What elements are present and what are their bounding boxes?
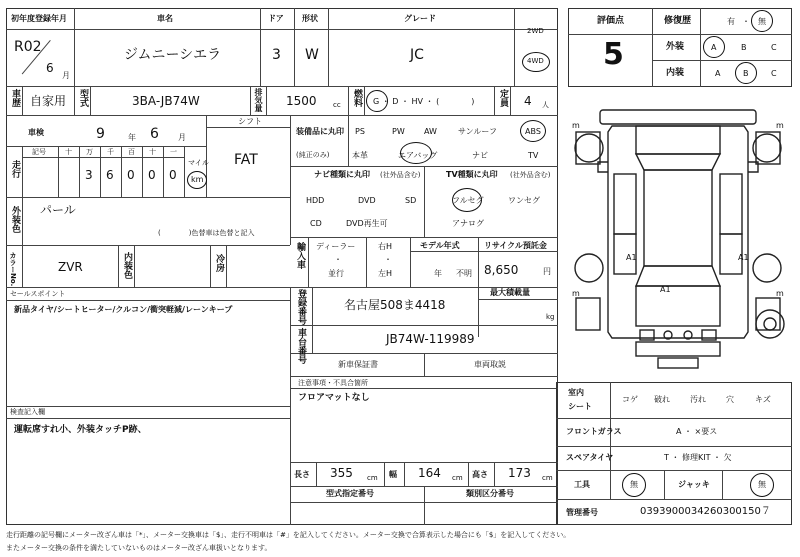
color-no-label: カラーNo. (9, 252, 17, 287)
drive-2wd: 2WD (527, 27, 544, 35)
interior-color-label: 内装色 (122, 252, 132, 279)
capacity-value: 4 (524, 94, 532, 108)
footer-line-1: 走行距離の記号欄にメーター改ざん車は「*」、メーター交換車は「$」、走行不明車は「#」を記入してください。メーター交換で合算表示した場合にも「$」を記入してください。 (6, 531, 571, 539)
mgmt-label: 管理番号 (566, 508, 598, 517)
glass-label: フロントガラス (566, 427, 622, 436)
warranty-label: 新車保証書 (338, 360, 378, 369)
height-value: 173 (508, 466, 531, 480)
score-value: 5 (603, 37, 624, 72)
max-load-unit: kg (546, 313, 555, 321)
spare-value: T ・ 修理KIT ・ 欠 (664, 453, 732, 462)
width-unit: cm (452, 474, 463, 482)
door-value: 3 (272, 47, 281, 63)
svg-text:m: m (776, 289, 784, 298)
equipment-abs: ABS (525, 127, 541, 136)
mileage-digit-4: 0 (148, 168, 156, 182)
inspection-month: 6 (150, 126, 159, 142)
tv-type-label: TV種類に丸印 (446, 170, 498, 179)
tools-value: 無 (630, 480, 638, 489)
seat-label-1: 室内 (568, 388, 584, 397)
mileage-digit-3: 0 (127, 168, 135, 182)
interior-a: A (715, 69, 721, 78)
tv-analog: アナログ (452, 219, 484, 228)
repair-dot: ・ (742, 17, 750, 26)
nav-type-sub: (社外品含む) (380, 171, 421, 179)
displacement-value: 1500 (286, 94, 317, 108)
diagram-mark-a1-right: A1 (738, 253, 749, 262)
tv-fullseg: フルセグ (452, 196, 484, 205)
usage-value: 自家用 (30, 94, 67, 108)
tv-type-sub: (社外品含む) (510, 171, 551, 179)
import-dot: ・ (334, 255, 342, 264)
import-right-h: 右H (378, 242, 393, 251)
exterior-value: パール (40, 203, 76, 217)
inspection-label: 車検 (28, 128, 44, 137)
first-reg-label: 初年度登録年月 (11, 14, 67, 23)
shape-value: W (305, 47, 319, 63)
chassis-label: 車台番号 (296, 328, 306, 364)
inspection-year: 9 (96, 126, 105, 142)
sales-point-label: セールスポイント (10, 290, 66, 298)
import-dealer: ディーラー (316, 242, 356, 251)
model-value: 3BA-JB74W (132, 94, 200, 108)
spare-label: スペアタイヤ (566, 453, 614, 462)
equipment-ps: PS (355, 127, 365, 136)
interior-b: B (743, 69, 749, 78)
type-designation-label: 型式指定番号 (326, 489, 374, 498)
exterior-c: C (771, 43, 777, 52)
nav-dvd-play: DVD再生可 (346, 219, 388, 228)
ac-label: 冷房 (214, 254, 224, 272)
mileage-digit-header-2: 千 (107, 148, 114, 156)
rating-interior-label: 内装 (666, 68, 685, 78)
first-reg-era: R02 (14, 39, 42, 55)
equipment-nav: ナビ (472, 151, 488, 160)
first-reg-month: 6 (46, 61, 54, 75)
notes-label: 注意事項・不具合箇所 (298, 379, 368, 387)
equipment-label: 装備品に丸印 (296, 127, 344, 136)
equipment-sunroof: サンルーフ (458, 127, 497, 136)
seat-tear: 破れ (654, 395, 670, 404)
registration-value: 名古屋508ま4418 (344, 298, 446, 312)
tv-oneseg: ワンセグ (508, 196, 540, 205)
mileage-digit-1: 3 (85, 168, 93, 182)
usage-label: 車歴 (10, 89, 20, 107)
notes-value: フロアマットなし (298, 393, 370, 403)
mileage-digit-header-5: 一 (170, 148, 177, 156)
equipment-pw: PW (392, 127, 405, 136)
model-year-year: 年 (434, 269, 442, 278)
mileage-symbol-label: 記号 (32, 148, 46, 156)
diagram-mark-a1-left: A1 (626, 253, 637, 262)
fuel-options: G ・ D ・ HV ・ ( ) (373, 97, 475, 106)
mileage-unit-km: km (191, 175, 204, 184)
equipment-tv: TV (528, 151, 539, 160)
svg-text:m: m (572, 289, 580, 298)
nav-dvd: DVD (358, 196, 376, 205)
repair-label: 修復歴 (664, 16, 692, 26)
grade-label: グレード (404, 14, 436, 23)
model-label: 型式 (78, 89, 88, 107)
exterior-a: A (711, 43, 717, 52)
door-label: ドア (268, 14, 284, 23)
first-reg-month-unit: 月 (62, 71, 70, 80)
equipment-aw: AW (424, 127, 437, 136)
equipment-sublabel: (純正のみ) (296, 151, 330, 159)
mileage-digit-header-4: 十 (149, 148, 156, 156)
car-name-label: 車名 (157, 14, 173, 23)
inspector-label: 検査記入欄 (10, 408, 45, 416)
seat-hole: 穴 (726, 395, 734, 404)
shift-label: シフト (238, 117, 262, 126)
equipment-leather: 本革 (352, 151, 368, 160)
mileage-digit-5: 0 (169, 168, 177, 182)
diagram-mark-a1-rear: A1 (660, 285, 671, 294)
drive-4wd: 4WD (527, 57, 544, 65)
width-label: 幅 (389, 470, 397, 479)
repair-no: 無 (758, 17, 766, 26)
import-dot-2: ・ (384, 255, 392, 264)
nav-type-label: ナビ種類に丸印 (314, 170, 370, 179)
category-label: 類別区分番号 (466, 489, 514, 498)
rating-exterior-label: 外装 (666, 42, 685, 52)
displacement-unit: cc (333, 101, 341, 109)
exterior-label: 外装色 (10, 206, 20, 233)
seat-stain: 汚れ (690, 395, 706, 404)
manual-label: 車両取説 (474, 360, 506, 369)
height-unit: cm (542, 474, 553, 482)
exterior-note: ( )色替車は色替と記入 (158, 229, 255, 237)
inspector-value: 運転席すれ小、外装タッチP跡、 (14, 425, 147, 435)
import-parallel: 並行 (328, 269, 344, 278)
svg-text:m: m (572, 121, 580, 130)
glass-value: A ・ ×要ス (676, 427, 718, 436)
mgmt-value: 0393900034260300150７ (640, 506, 771, 517)
recycle-value: 8,650 (484, 263, 519, 277)
grade-value: JC (410, 47, 424, 63)
model-year-value: 不明 (456, 269, 472, 278)
tools-label: 工具 (574, 480, 590, 489)
inspection-month-unit: 月 (178, 133, 186, 142)
seat-scratch: キズ (755, 395, 771, 404)
mileage-unit-mile: マイル (188, 159, 209, 167)
height-label: 高さ (472, 470, 488, 479)
width-value: 164 (418, 466, 441, 480)
import-left-h: 左H (378, 269, 393, 278)
displacement-label: 排気量 (254, 88, 263, 112)
seat-label-2: シート (568, 402, 592, 411)
mileage-label: 走行 (10, 160, 20, 178)
color-no-value: ZVR (58, 260, 83, 274)
nav-cd: CD (310, 219, 322, 228)
shape-label: 形状 (302, 14, 318, 23)
car-name: ジムニーシエラ (124, 47, 222, 63)
capacity-unit: 人 (542, 101, 549, 109)
fuel-label: 燃料 (352, 89, 362, 107)
max-load-label: 最大積載量 (490, 288, 530, 297)
shift-value: FAT (234, 152, 258, 168)
repair-yes: 有 (727, 17, 735, 26)
mileage-digit-header-0: 十 (65, 148, 72, 156)
mileage-digit-2: 6 (106, 168, 114, 182)
model-year-label: モデル年式 (420, 241, 460, 250)
length-label: 長さ (294, 470, 310, 479)
car-diagram (562, 92, 794, 378)
sales-point-value: 新品タイヤ/シートヒーター/クルコン/衝突軽減/レーンキープ (14, 305, 233, 314)
length-value: 355 (330, 466, 353, 480)
svg-text:m: m (776, 121, 784, 130)
exterior-b: B (741, 43, 747, 52)
nav-sd: SD (405, 196, 417, 205)
jack-label: ジャッキ (678, 480, 710, 489)
score-label: 評価点 (597, 16, 625, 26)
seat-burn: コゲ (622, 395, 638, 404)
recycle-unit: 円 (543, 267, 551, 276)
jack-value: 無 (758, 480, 766, 489)
inspection-year-unit: 年 (128, 133, 136, 142)
capacity-label: 定員 (498, 89, 508, 107)
recycle-label: リサイクル預託金 (484, 241, 547, 250)
length-unit: cm (367, 474, 378, 482)
mileage-digit-header-3: 百 (128, 148, 135, 156)
registration-label: 登録番号 (296, 289, 306, 325)
import-label: 輸入車 (295, 242, 305, 269)
nav-hdd: HDD (306, 196, 325, 205)
mileage-digit-header-1: 万 (86, 148, 93, 156)
chassis-value: JB74W-119989 (386, 332, 475, 346)
footer-line-2: またメーター交換の条件を満たしていないものはメーター改ざん車扱いとなります。 (6, 544, 272, 552)
equipment-airbag: エアバッグ (398, 151, 438, 160)
interior-c: C (771, 69, 777, 78)
